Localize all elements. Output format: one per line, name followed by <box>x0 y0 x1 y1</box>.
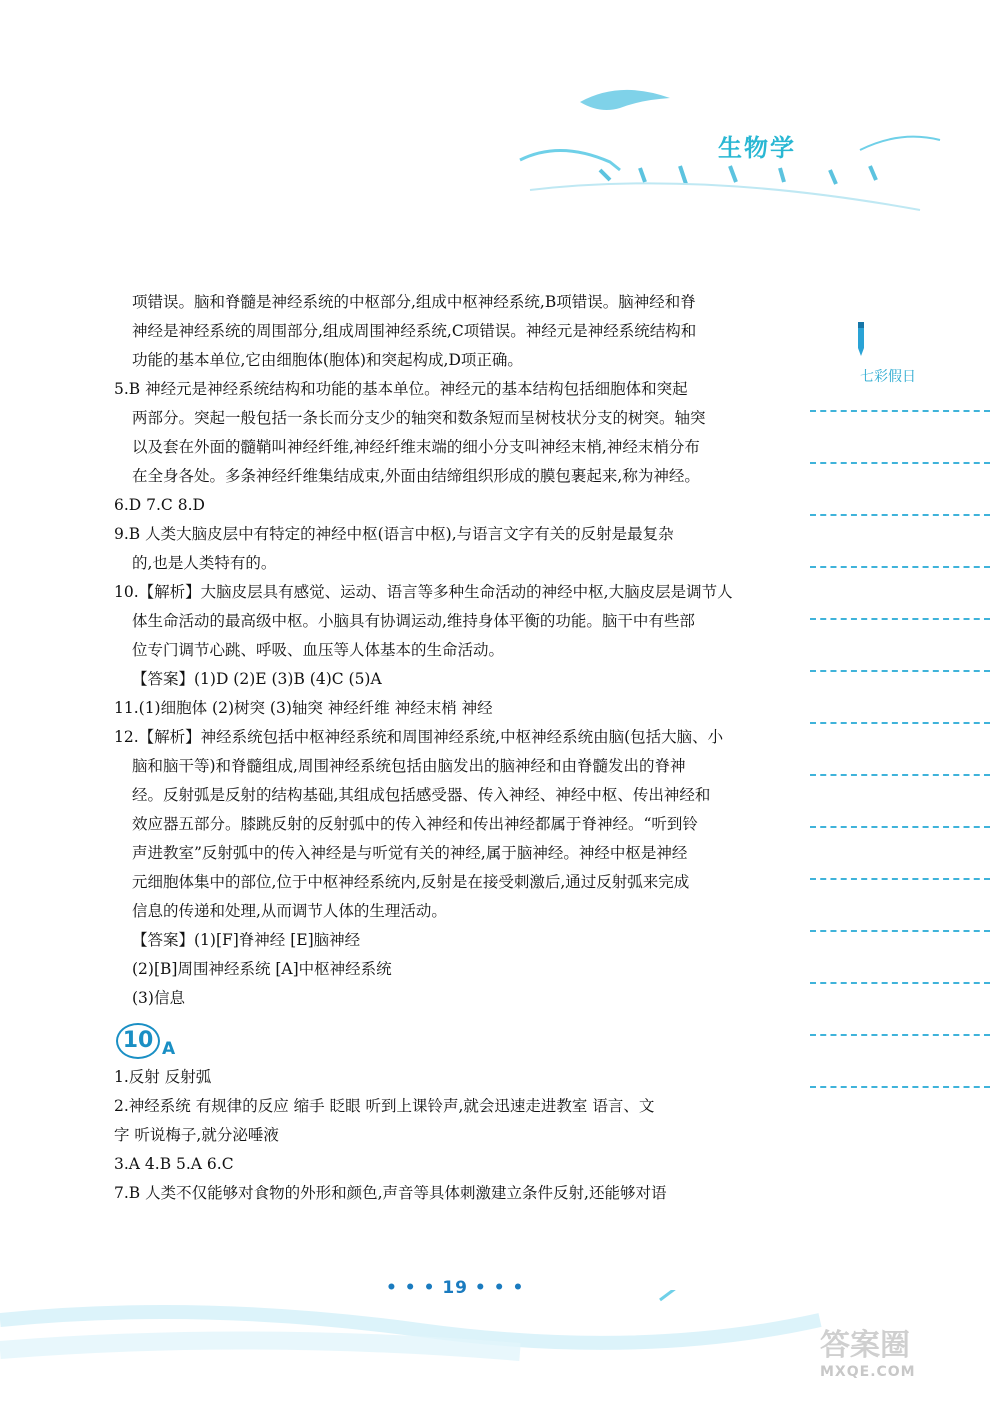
text-line: 1.反射 反射弧 <box>114 1068 212 1086</box>
text-line: 9.B 人类大脑皮层中有特定的神经中枢(语言中枢),与语言文字有关的反射是最复杂 <box>114 525 674 543</box>
text-line: 经。反射弧是反射的结构基础,其组成包括感受器、传入神经、神经中枢、传出神经和 <box>132 786 711 804</box>
note-line <box>810 514 990 516</box>
watermark <box>820 1320 995 1400</box>
answer-block-1 <box>114 288 754 1013</box>
text-line: 在全身各处。多条神经纤维集结成束,外面由结缔组织形成的膜包裹起来,称为神经。 <box>132 467 700 485</box>
text-line: 效应器五部分。膝跳反射的反射弧中的传入神经和传出神经都属于脊神经。“听到铃 <box>132 815 698 833</box>
section-number: 10 <box>116 1023 160 1059</box>
text-line: 神经是神经系统的周围部分,组成周围神经系统,C项错误。神经元是神经系统结构和 <box>132 322 697 340</box>
answer-block-2 <box>114 1063 754 1208</box>
note-line <box>810 774 990 776</box>
text-line: 2.神经系统 有规律的反应 缩手 眨眼 听到上课铃声,就会迅速走进教室 语言、文 <box>114 1097 655 1115</box>
note-line <box>810 826 990 828</box>
text-line: 【答案】(1)D (2)E (3)B (4)C (5)A <box>132 670 382 688</box>
subject-title: 生物学 <box>718 134 796 162</box>
note-line <box>810 618 990 620</box>
text-line: 的,也是人类特有的。 <box>132 554 277 572</box>
pen-icon <box>852 320 872 360</box>
text-line: (3)信息 <box>132 989 185 1007</box>
section-badge <box>116 1023 176 1059</box>
text-line: 项错误。脑和脊髓是神经系统的中枢部分,组成中枢神经系统,B项错误。脑神经和脊 <box>132 293 696 311</box>
section-letter: A <box>162 1039 176 1059</box>
text-line: 声进教室”反射弧中的传入神经是与听觉有关的神经,属于脑神经。神经中枢是神经 <box>132 844 688 862</box>
text-line: 两部分。突起一般包括一条长而分支少的轴突和数条短而呈树枝状分支的树突。轴突 <box>132 409 706 427</box>
note-line <box>810 982 990 984</box>
text-line: 5.B 神经元是神经系统结构和功能的基本单位。神经元的基本结构包括细胞体和突起 <box>114 380 688 398</box>
text-line: 【答案】(1)[F]脊神经 [E]脑神经 <box>132 931 361 949</box>
text-line: 以及套在外面的髓鞘叫神经纤维,神经纤维末端的细小分支叫神经末梢,神经末梢分布 <box>132 438 700 456</box>
note-line <box>810 566 990 568</box>
text-line: 元细胞体集中的部位,位于中枢神经系统内,反射是在接受刺激后,通过反射弧来完成 <box>132 873 690 891</box>
sidebar-title: 七彩假日 <box>860 369 916 385</box>
text-line: (2)[B]周围神经系统 [A]中枢神经系统 <box>132 960 392 978</box>
note-line <box>810 878 990 880</box>
text-line: 脑和脑干等)和脊髓组成,周围神经系统包括由脑发出的脑神经和由脊髓发出的脊神 <box>132 757 686 775</box>
note-line <box>810 722 990 724</box>
text-line: 10.【解析】大脑皮层具有感觉、运动、语言等多种生命活动的神经中枢,大脑皮层是调节人 <box>114 583 733 601</box>
watermark-subtext: MXQE.COM <box>820 1364 916 1380</box>
text-line: 位专门调节心跳、呼吸、血压等人体基本的生命活动。 <box>132 641 505 659</box>
notes-lines <box>810 410 990 1138</box>
note-line <box>810 410 990 412</box>
text-line: 11.(1)细胞体 (2)树突 (3)轴突 神经纤维 神经末梢 神经 <box>114 699 493 717</box>
text-line: 7.B 人类不仅能够对食物的外形和颜色,声音等具体刺激建立条件反射,还能够对语 <box>114 1184 667 1202</box>
note-line <box>810 930 990 932</box>
page-number: • • • 19 • • • <box>386 1278 525 1298</box>
note-line <box>810 670 990 672</box>
text-line: 信息的传递和处理,从而调节人体的生理活动。 <box>132 902 447 920</box>
text-line: 字 听说梅子,就分泌唾液 <box>114 1126 279 1144</box>
text-line: 功能的基本单位,它由细胞体(胞体)和突起构成,D项正确。 <box>132 351 523 369</box>
answer-content <box>114 288 754 1208</box>
text-line: 体生命活动的最高级中枢。小脑具有协调运动,维持身体平衡的功能。脑干中有些部 <box>132 612 695 630</box>
watermark-text: 答案圈 <box>820 1328 910 1363</box>
text-line: 6.D 7.C 8.D <box>114 496 205 514</box>
text-line: 3.A 4.B 5.A 6.C <box>114 1155 234 1173</box>
note-line <box>810 462 990 464</box>
text-line: 12.【解析】神经系统包括中枢神经系统和周围神经系统,中枢神经系统由脑(包括大脑、小 <box>114 728 724 746</box>
note-line <box>810 1034 990 1036</box>
note-line <box>810 1086 990 1088</box>
